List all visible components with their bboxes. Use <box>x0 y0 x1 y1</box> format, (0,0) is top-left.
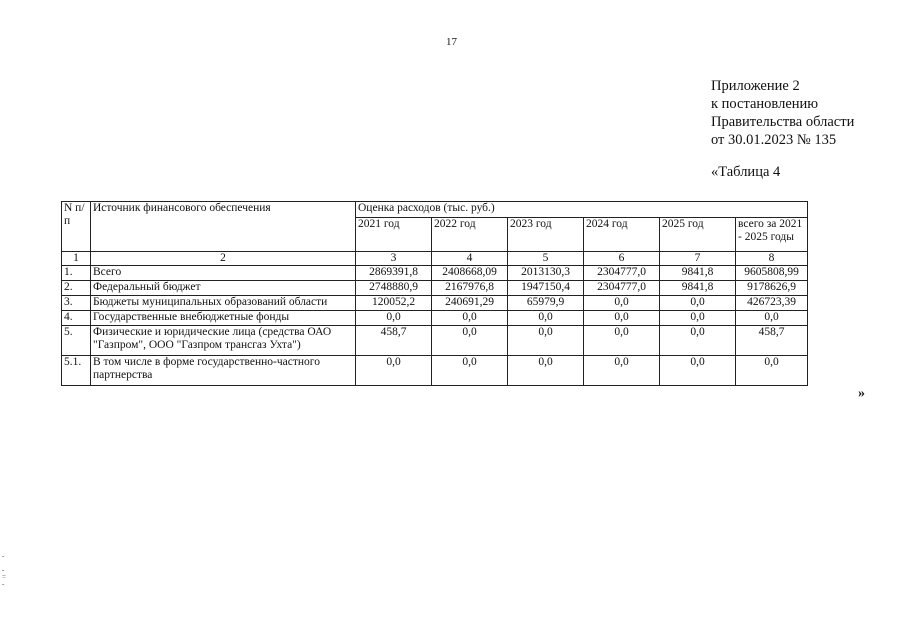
row-num: 4. <box>62 311 91 326</box>
row-value: 0,0 <box>660 311 736 326</box>
margin-scan-marks: - - = - <box>2 552 6 588</box>
table-row <box>62 326 808 356</box>
appendix-resolution: к постановлению <box>711 96 819 112</box>
header-total: всего за 2021 - 2025 годы <box>736 218 808 252</box>
row-num: 5. <box>62 326 91 356</box>
row-value: 2408668,09 <box>432 266 508 281</box>
appendix-government: Правительства области <box>711 114 855 130</box>
row-source: Физические и юридические лица (средства ОАО "Газпром", ООО "Газпром трансгаз Ухта") <box>91 326 356 356</box>
row-value: 0,0 <box>736 356 808 386</box>
header-estimate: Оценка расходов (тыс. руб.) <box>356 202 808 218</box>
row-value: 0,0 <box>584 326 660 356</box>
row-value: 9605808,99 <box>736 266 808 281</box>
row-value: 9841,8 <box>660 266 736 281</box>
row-num: 1. <box>62 266 91 281</box>
row-value: 0,0 <box>660 356 736 386</box>
row-num: 5.1. <box>62 356 91 386</box>
row-value: 458,7 <box>356 326 432 356</box>
column-number: 1 <box>62 252 91 266</box>
table-row <box>62 281 808 296</box>
row-value: 120052,2 <box>356 296 432 311</box>
appendix-header <box>711 77 854 149</box>
row-value: 240691,29 <box>432 296 508 311</box>
row-source: Федеральный бюджет <box>91 281 356 296</box>
header-year: 2022 год <box>432 218 508 252</box>
column-number: 6 <box>584 252 660 266</box>
row-value: 2013130,3 <box>508 266 584 281</box>
table-row <box>62 311 808 326</box>
column-number: 8 <box>736 252 808 266</box>
header-source: Источник финансового обеспечения <box>91 202 356 252</box>
header-year: 2025 год <box>660 218 736 252</box>
row-value: 2748880,9 <box>356 281 432 296</box>
row-value: 9178626,9 <box>736 281 808 296</box>
header-year: 2024 год <box>584 218 660 252</box>
column-number: 3 <box>356 252 432 266</box>
table-row <box>62 266 808 281</box>
row-value: 65979,9 <box>508 296 584 311</box>
column-number: 7 <box>660 252 736 266</box>
row-value: 426723,39 <box>736 296 808 311</box>
row-num: 3. <box>62 296 91 311</box>
row-value: 0,0 <box>584 296 660 311</box>
appendix-title: Приложение 2 <box>711 78 800 94</box>
row-value: 0,0 <box>660 296 736 311</box>
row-num: 2. <box>62 281 91 296</box>
row-value: 0,0 <box>584 311 660 326</box>
header-num: N п/п <box>62 202 91 252</box>
row-value: 0,0 <box>508 326 584 356</box>
row-value: 0,0 <box>660 326 736 356</box>
row-value: 458,7 <box>736 326 808 356</box>
row-value: 9841,8 <box>660 281 736 296</box>
row-value: 0,0 <box>432 311 508 326</box>
column-number: 2 <box>91 252 356 266</box>
row-value: 0,0 <box>508 356 584 386</box>
row-source: Государственные внебюджетные фонды <box>91 311 356 326</box>
row-value: 2869391,8 <box>356 266 432 281</box>
row-value: 2167976,8 <box>432 281 508 296</box>
row-value: 2304777,0 <box>584 266 660 281</box>
funding-table <box>61 201 808 386</box>
row-value: 0,0 <box>508 311 584 326</box>
row-source: Всего <box>91 266 356 281</box>
appendix-date: от 30.01.2023 № 135 <box>711 132 837 148</box>
row-value: 0,0 <box>356 311 432 326</box>
row-value: 2304777,0 <box>584 281 660 296</box>
row-value: 0,0 <box>736 311 808 326</box>
row-source: Бюджеты муниципальных образований области <box>91 296 356 311</box>
column-number: 5 <box>508 252 584 266</box>
row-value: 0,0 <box>432 356 508 386</box>
row-value: 0,0 <box>432 326 508 356</box>
closing-quote: » <box>858 386 865 401</box>
table-row <box>62 296 808 311</box>
header-year: 2023 год <box>508 218 584 252</box>
row-value: 0,0 <box>584 356 660 386</box>
table-caption: «Таблица 4 <box>711 164 781 180</box>
page-number: 17 <box>446 36 457 48</box>
column-number: 4 <box>432 252 508 266</box>
table-row <box>62 356 808 386</box>
header-year: 2021 год <box>356 218 432 252</box>
row-source: В том числе в форме государственно-частного партнерства <box>91 356 356 386</box>
row-value: 0,0 <box>356 356 432 386</box>
row-value: 1947150,4 <box>508 281 584 296</box>
